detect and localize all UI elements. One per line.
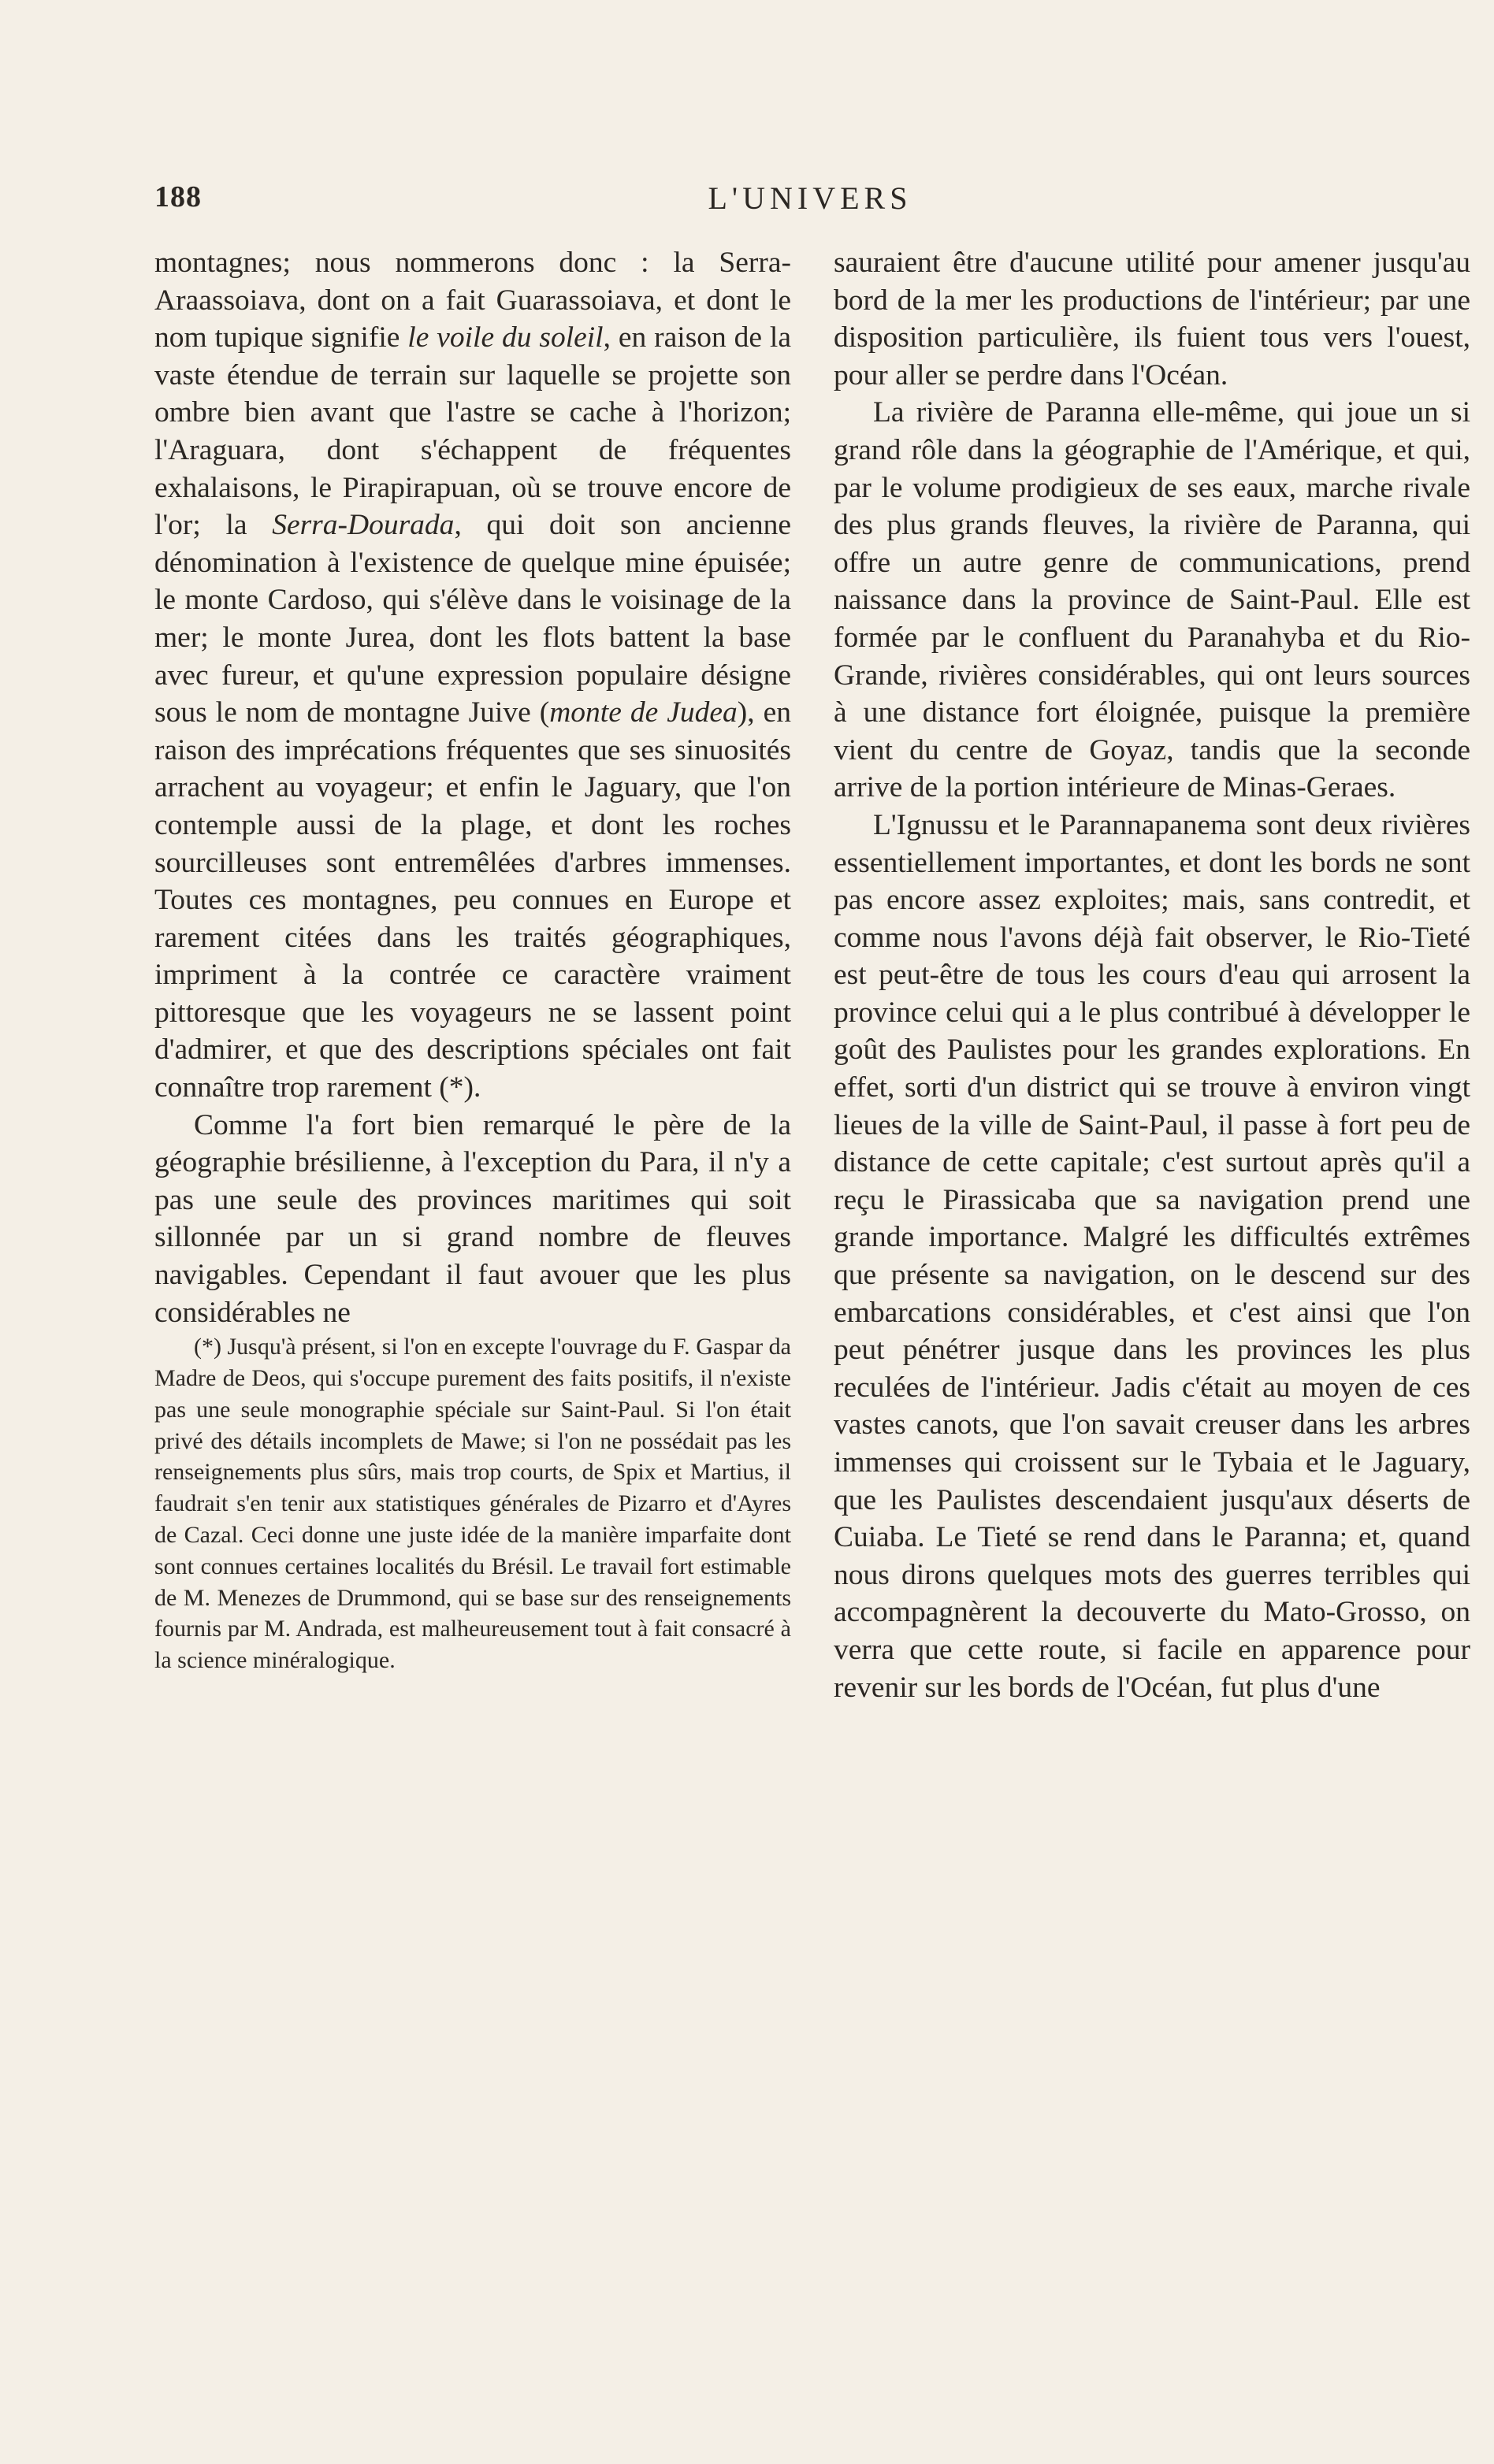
right-column <box>834 244 1470 1706</box>
paragraph-tiete: L'Ignussu et le Parannapanema sont deux rivières essentiellement importantes, et dont les bords ne sont pas encore assez exploites; mais, sans contredit, et comme nous l'avons déjà fait observer, le Rio-Tieté est peut-être de tous les cours d'eau qui arrosent la province celui qui a le plus contribué à développer le goût des Paulistes pour les grandes explorations. En effet, sorti d'un district qui se trouve à environ vingt lieues de la ville de Saint-Paul, il passe à fort peu de distance de cette capitale; c'est surtout après qu'il a reçu le Pirassicaba que sa navigation prend une grande importance. Malgré les difficultés extrêmes que présente sa navigation, on le descend sur des embarcations considérables, et c'est ainsi que l'on peut pénétrer jusque dans les provinces les plus reculées de l'intérieur. Jadis c'était au moyen de ces vastes canots, que l'on savait creuser dans les arbres immenses qui croissent sur le Tybaia et le Jaguary, que les Paulistes descendaient jusqu'aux déserts de Cuiaba. Le Tieté se rend dans le Paranna; et, quand nous dirons quelques mots des guerres terribles qui accompagnèrent la decouverte du Mato-Grosso, on verra que cette route, si facile en apparence pour revenir sur les bords de l'Océan, fut plus d'une <box>834 808 1470 1704</box>
page-header <box>154 180 1466 227</box>
paragraph-rivers: Comme l'a fort bien remarqué le père de la géographie brésilienne, à l'exception du Para, il n'y a pas une seule des provinces maritimes qui soit sillonnée par un si grand nombre de fleuves navigables. Cependant il faut avouer que les plus considérables ne <box>154 1108 791 1329</box>
paragraph-continuation: sauraient être d'aucune utilité pour amener jusqu'au bord de la mer les productions de l'intérieur; par une disposition particulière, ils fuient tous vers l'ouest, pour aller se perdre dans l'Océan. <box>834 247 1470 391</box>
italic-term: monte de Judea <box>549 696 738 729</box>
italic-term: le voile du soleil <box>407 321 604 354</box>
italic-term: Serra-Dourada <box>272 509 455 542</box>
paragraph-mountains: montagnes; nous nommerons donc : la Serra-Araassoiava, dont on a fait Guarassoiava, et dont le nom tupique signifie le voile du soleil, en raison de la vaste étendue de terrain sur laquelle se projette son ombre bien avant que l'astre se cache à l'horizon; l'Araguara, dont s'échappent de fréquentes exhalaisons, le Pirapirapuan, où se trouve encore de l'or; la Serra-Dourada, qui doit son ancienne dénomination à l'existence de quelque mine épuisée; le monte Cardoso, qui s'élève dans le voisinage de la mer; le monte Jurea, dont les flots battent la base avec fureur, et qu'une expression populaire désigne sous le nom de montagne Juive (monte de Judea), en raison des imprécations fréquentes que ses sinuosités arrachent au voyageur; et enfin le Jaguary, que l'on contemple aussi de la plage, et dont les roches sourcilleuses sont entremêlées d'arbres immenses. Toutes ces montagnes, peu connues en Europe et rarement citées dans les traités géographiques, impriment à la contrée ce caractère vraiment pittoresque que les voyageurs ne se lassent point d'admirer, et que des descriptions spéciales ont fait connaître trop rarement (*). <box>154 247 792 1104</box>
page-number: 188 <box>154 180 202 213</box>
footnote: (*) Jusqu'à présent, si l'on en excepte l'ouvrage du F. Gaspar da Madre de Deos, qui s'occupe purement des faits positifs, il n'existe pas une seule monographie spéciale sur Saint-Paul. Si l'on était privé des détails incomplets de Mawe; si l'on ne possédait pas les renseignements plus sûrs, mais trop courts, de Spix et Martius, il faudrait s'en tenir aux statistiques générales de Pizarro et d'Ayres de Cazal. Ceci donne une juste idée de la manière imparfaite dont sont connues certaines localités du Brésil. Le travail fort estimable de M. Menezes de Drummond, qui se base sur des renseignements fournis par M. Andrada, est malheureusement tout à fait consacré à la science minéralogique. <box>154 1334 791 1674</box>
left-column <box>154 244 791 1676</box>
running-title: L'UNIVERS <box>708 180 912 216</box>
paragraph-paranna: La rivière de Paranna elle-même, qui joue un si grand rôle dans la géographie de l'Amérique, et qui, par le volume prodigieux de ses eaux, marche rivale des plus grands fleuves, la rivière de Paranna, qui offre un autre genre de communications, prend naissance dans la province de Saint-Paul. Elle est formée par le confluent du Paranahyba et du Rio-Grande, rivières considérables, qui ont leurs sources à une distance fort éloignée, puisque la première vient du centre de Goyaz, tandis que la seconde arrive de la portion intérieure de Minas-Geraes. <box>834 396 1470 804</box>
